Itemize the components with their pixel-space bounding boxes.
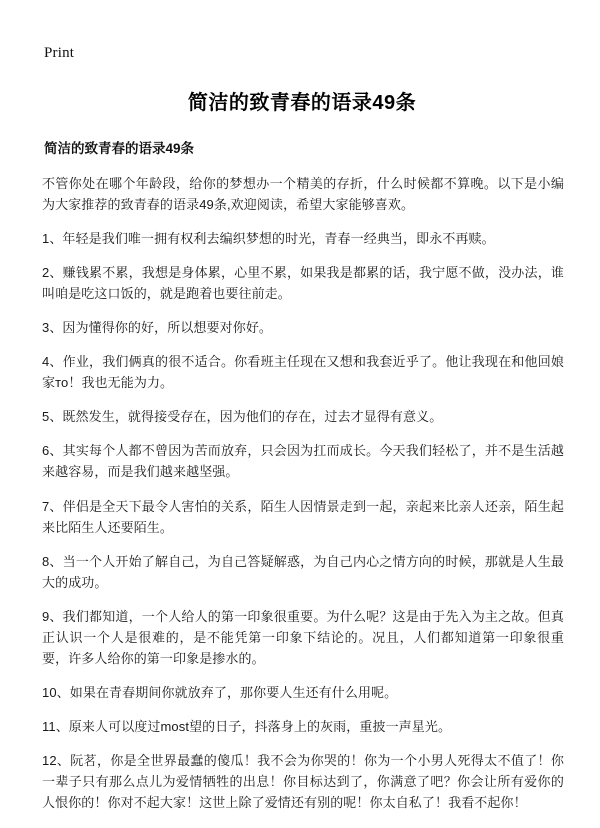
print-link[interactable]: Print <box>44 45 75 61</box>
paragraph: 5、既然发生，就得接受存在，因为他们的存在，过去才显得有意义。 <box>42 409 443 425</box>
paragraph: 9、我们都知道，一个人给人的第一印象很重要。为什么呢？这是由于先入为主之故。但真正认识一个人是很难的，是不能凭第一印象下结论的。况且，人们都知道第一印象很重要，许多人给你的第一印象是掺水的。 <box>42 608 564 666</box>
paragraph: 12、阮茗，你是全世界最蠢的傻瓜！我不会为你哭的！你为一个小男人死得太不值了！你一辈子只有那么点儿为爱情牺牲的出息！你目标达到了，你满意了吧？你会让所有爱你的人恨你的！你对不起大家！这世上除了爱情还有别的呢！你太自私了！我看不起你！ <box>42 752 564 811</box>
paragraph: 2、赚钱累不累，我想是身体累，心里不累，如果我是都累的话，我宁愿不做，没办法，谁叫咱是吃这口饭的，就是跑着也要往前走。 <box>42 265 564 302</box>
page-title: 简洁的致青春的语录49条 <box>187 92 417 114</box>
paragraph: 11、原来人可以度过most望的日子，抖落身上的灰雨，重披一声星光。 <box>42 718 452 734</box>
paragraph: 10、如果在青春期间你就放弃了，那你要人生还有什么用呢。 <box>42 684 398 700</box>
document-subtitle: 简洁的致青春的语录49条 <box>44 141 195 156</box>
paragraph: 1、年轻是我们唯一拥有权利去编织梦想的时光，青春一经典当，即永不再赎。 <box>42 231 495 247</box>
paragraph: 8、当一个人开始了解自己，为自己答疑解惑，为自己内心之情方向的时候，那就是人生最大的成功。 <box>42 553 564 590</box>
paragraph: 6、其实每个人都不曾因为苦而放弃，只会因为扛而成长。今天我们轻松了，并不是生活越来越容易，而是我们越来越坚强。 <box>42 443 564 480</box>
paragraph: 4、作业，我们俩真的很不适合。你看班主任现在又想和我套近乎了。他让我现在和他回娘家то！我也无能为力。 <box>42 354 564 391</box>
paragraph: 7、伴侣是全天下最令人害怕的关系，陌生人因情景走到一起，亲起来比亲人还亲，陌生起来比陌生人还要陌生。 <box>42 498 564 535</box>
document-body <box>40 173 564 813</box>
paragraph: 3、因为懂得你的好，所以想要对你好。 <box>42 320 273 336</box>
paragraph: 不管你处在哪个年龄段，给你的梦想办一个精美的存折，什么时候都不算晚。以下是小编为大家推荐的致青春的语录49条,欢迎阅读，希望大家能够喜欢。 <box>42 176 564 213</box>
